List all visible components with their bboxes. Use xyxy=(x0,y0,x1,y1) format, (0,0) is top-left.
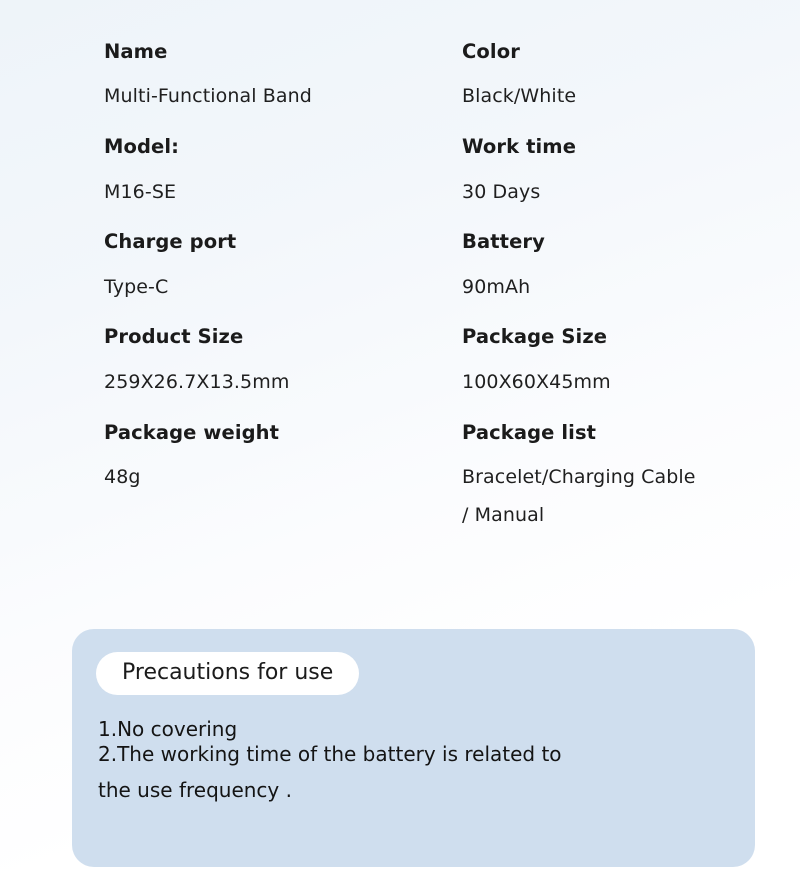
spec-value: Black/White xyxy=(462,85,577,108)
spec-label: Battery xyxy=(462,230,545,254)
spec-value: 30 Days xyxy=(462,180,541,203)
spec-row xyxy=(0,135,800,204)
spec-label: Model: xyxy=(104,135,180,159)
spec-value-line2: / Manual xyxy=(462,503,545,526)
spec-value: 48g xyxy=(104,465,141,488)
spec-cell-product-size xyxy=(0,325,380,394)
spec-label: Name xyxy=(104,40,168,63)
spec-label: Work time xyxy=(462,135,577,159)
spec-cell-package-list xyxy=(380,421,800,528)
spec-label: Package weight xyxy=(104,420,280,444)
spec-value: 90mAh xyxy=(462,275,531,298)
spec-row xyxy=(0,421,800,528)
spec-value: 259X26.7X13.5mm xyxy=(104,370,290,393)
spec-cell-work-time xyxy=(380,135,800,204)
spec-label: Package Size xyxy=(462,325,608,349)
spec-value: Type-C xyxy=(104,275,169,298)
spec-row xyxy=(0,230,800,299)
spec-cell-package-size xyxy=(380,325,800,394)
spec-cell-package-weight xyxy=(0,421,380,528)
spec-value xyxy=(462,466,800,528)
spec-value: Multi-Functional Band xyxy=(104,85,312,108)
spec-label: Package list xyxy=(462,420,597,444)
spec-row xyxy=(0,325,800,394)
spec-value: M16-SE xyxy=(104,180,177,203)
spec-value-line1: Bracelet/Charging Cable xyxy=(462,465,696,488)
spec-value: 100X60X45mm xyxy=(462,370,611,393)
spec-cell-model xyxy=(0,135,380,204)
spec-cell-charge-port xyxy=(0,230,380,299)
precaution-item-2: 2.The working time of the battery is related to xyxy=(98,742,562,766)
spec-cell-battery xyxy=(380,230,800,299)
spec-cell-name xyxy=(0,40,380,109)
precaution-item-2-cont: the use frequency . xyxy=(98,778,292,802)
precautions-list xyxy=(98,717,738,803)
spec-label: Color xyxy=(462,40,520,63)
spec-row xyxy=(0,40,800,109)
precaution-item-1: 1.No covering xyxy=(98,717,238,741)
spec-cell-color xyxy=(380,40,800,109)
spec-label: Product Size xyxy=(104,325,244,349)
spec-label: Charge port xyxy=(104,230,237,254)
precautions-title-badge: Precautions for use xyxy=(96,652,359,695)
precautions-panel xyxy=(72,629,755,867)
